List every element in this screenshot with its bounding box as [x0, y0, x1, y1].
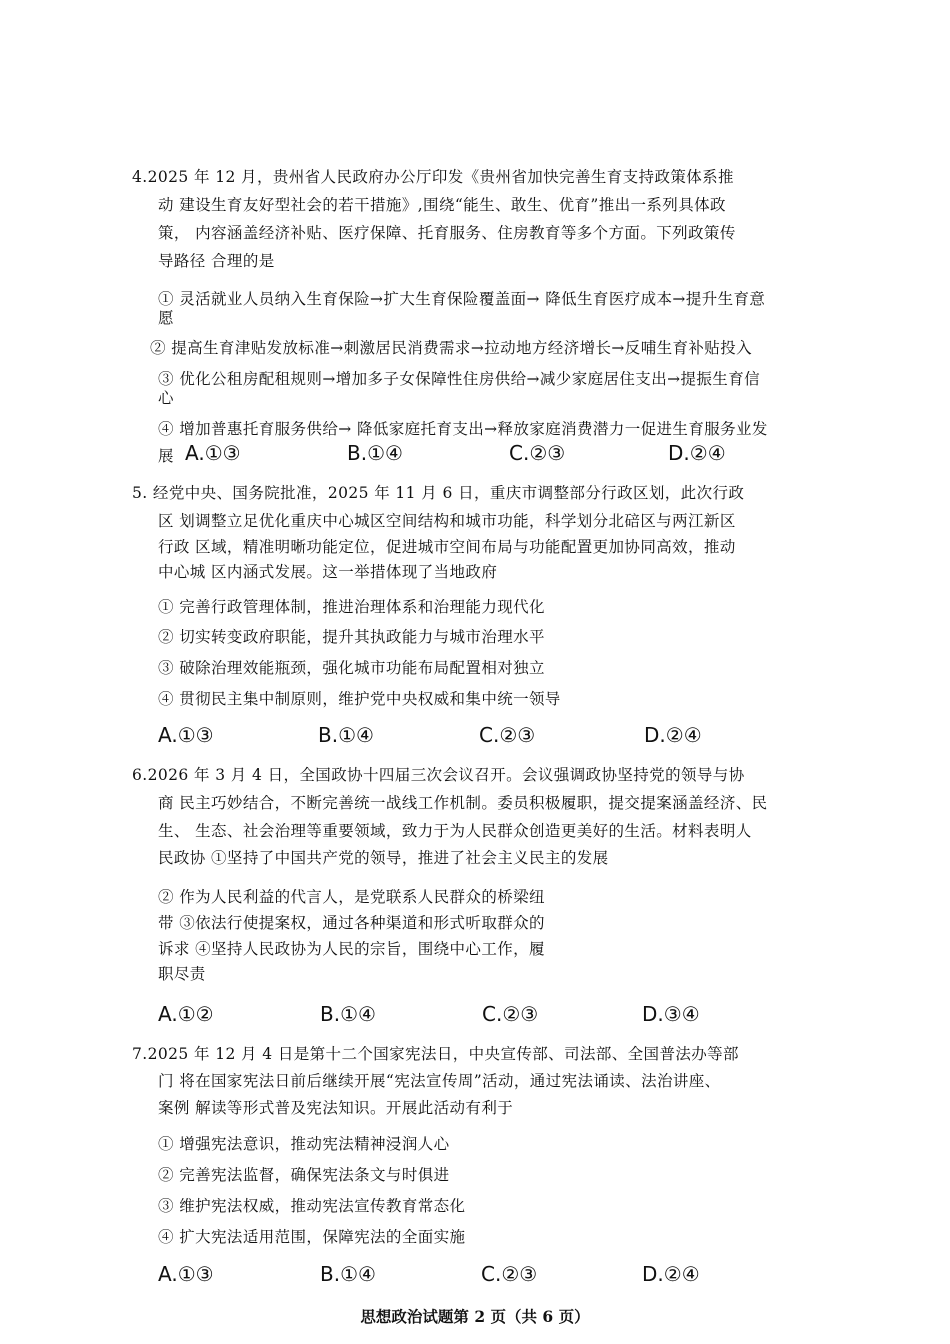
q4-stem-line-3: 策， 内容涵盖经济补贴、医疗保障、托育服务、住房教育等多个方面。下列政策传 — [158, 224, 736, 242]
q5-option-c[interactable]: C.②③ — [479, 723, 536, 747]
q7-option-b[interactable]: B.①④ — [320, 1262, 376, 1286]
q4-options — [0, 438, 950, 468]
q6-item-line-3: 诉求 ④坚持人民政协为人民的宗旨，围绕中心工作，履 — [158, 940, 545, 958]
q4-item-1-line-1: ① 灵活就业人员纳入生育保险→扩大生育保险覆盖面→ 降低生育医疗成本→提升生育意 — [158, 290, 766, 308]
q6-stem-line-3: 生、 生态、社会治理等重要领域，致力于为人民群众创造更美好的生活。材料表明人 — [158, 822, 752, 840]
q6-option-a[interactable]: A.①② — [158, 1002, 214, 1026]
q7-stem-line-1: 7.2025 年 12 月 4 日是第十二个国家宪法日，中央宣传部、司法部、全国普法办等部 — [132, 1045, 739, 1063]
q4-stem-line-1: 4.2025 年 12 月，贵州省人民政府办公厅印发《贵州省加快完善生育支持政策体系推 — [132, 168, 734, 186]
q5-item-1: ① 完善行政管理体制，推进治理体系和治理能力现代化 — [158, 598, 545, 616]
q5-options — [0, 720, 950, 750]
q4-item-2: ② 提高生育津贴发放标准→刺激居民消费需求→拉动地方经济增长→反哺生育补贴投入 — [150, 339, 752, 357]
q5-option-a[interactable]: A.①③ — [158, 723, 214, 747]
q4-option-c[interactable]: C.②③ — [509, 441, 566, 465]
q6-option-d[interactable]: D.③④ — [642, 1002, 700, 1026]
q5-item-2: ② 切实转变政府职能，提升其执政能力与城市治理水平 — [158, 628, 545, 646]
q7-option-a[interactable]: A.①③ — [158, 1262, 214, 1286]
q7-item-4: ④ 扩大宪法适用范围，保障宪法的全面实施 — [158, 1228, 466, 1246]
q7-stem-line-2: 门 将在国家宪法日前后继续开展“宪法宣传周”活动，通过宪法诵读、法治讲座、 — [158, 1072, 721, 1090]
page-footer: 思想政治试题第 2 页（共 6 页） — [360, 1307, 590, 1326]
q5-stem-line-2: 区 划调整立足优化重庆中心城区空间结构和城市功能，科学划分北碚区与两江新区 — [158, 512, 736, 530]
q5-item-3: ③ 破除治理效能瓶颈，强化城市功能布局配置相对独立 — [158, 659, 545, 677]
q7-item-3: ③ 维护宪法权威，推动宪法宣传教育常态化 — [158, 1197, 466, 1215]
q5-stem-line-3: 行政 区域，精准明晰功能定位，促进城市空间布局与功能配置更加协同高效，推动 — [158, 538, 736, 556]
q4-option-b[interactable]: B.①④ — [347, 441, 403, 465]
q4-item-4-line-1: ④ 增加普惠托育服务供给→ 降低家庭托育支出→释放家庭消费潜力一促进生育服务业发 — [158, 420, 768, 438]
q6-stem-line-2: 商 民主巧妙结合，不断完善统一战线工作机制。委员积极履职，提交提案涵盖经济、民 — [158, 794, 768, 812]
q7-stem-line-3: 案例 解读等形式普及宪法知识。开展此活动有利于 — [158, 1099, 514, 1117]
q6-options — [0, 999, 950, 1029]
q6-option-c[interactable]: C.②③ — [482, 1002, 539, 1026]
q6-item-line-2: 带 ③依法行使提案权，通过各种渠道和形式听取群众的 — [158, 914, 545, 932]
q7-option-c[interactable]: C.②③ — [481, 1262, 538, 1286]
q6-stem-line-1: 6.2026 年 3 月 4 日，全国政协十四届三次会议召开。会议强调政协坚持党的领导与协 — [132, 766, 745, 784]
q7-options — [0, 1259, 950, 1289]
q5-item-4: ④ 贯彻民主集中制原则，维护党中央权威和集中统一领导 — [158, 690, 561, 708]
q5-stem-line-4: 中心城 区内涵式发展。这一举措体现了当地政府 — [158, 563, 498, 581]
q7-option-d[interactable]: D.②④ — [642, 1262, 700, 1286]
q7-item-2: ② 完善宪法监督，确保宪法条文与时俱进 — [158, 1166, 450, 1184]
q7-item-1: ① 增强宪法意识，推动宪法精神浸润人心 — [158, 1135, 450, 1153]
q4-option-a[interactable]: A.①③ — [185, 441, 241, 465]
q4-item-4-line-2: 展 — [158, 447, 174, 465]
q6-option-b[interactable]: B.①④ — [320, 1002, 376, 1026]
q4-stem-line-2: 动 建设生育友好型社会的若干措施》,围绕“能生、敢生、优育”推出一系列具体政 — [158, 196, 726, 214]
q5-option-d[interactable]: D.②④ — [644, 723, 702, 747]
q6-item-line-4: 职尽责 — [158, 965, 206, 983]
q4-item-3-line-1: ③ 优化公租房配租规则→增加多子女保障性住房供给→减少家庭居住支出→提振生育信 — [158, 370, 760, 388]
q5-stem-line-1: 5. 经党中央、国务院批准，2025 年 11 月 6 日，重庆市调整部分行政区划，此次行政 — [132, 484, 745, 502]
q6-item-line-1: ② 作为人民利益的代言人，是党联系人民群众的桥梁纽 — [158, 888, 545, 906]
q4-item-1-line-2: 愿 — [158, 309, 174, 327]
q6-stem-line-4: 民政协 ①坚持了中国共产党的领导，推进了社会主义民主的发展 — [158, 849, 609, 867]
q4-stem-line-4: 导路径 合理的是 — [158, 252, 275, 270]
q4-option-d[interactable]: D.②④ — [668, 441, 726, 465]
q4-item-3-line-2: 心 — [158, 389, 174, 407]
q5-option-b[interactable]: B.①④ — [318, 723, 374, 747]
